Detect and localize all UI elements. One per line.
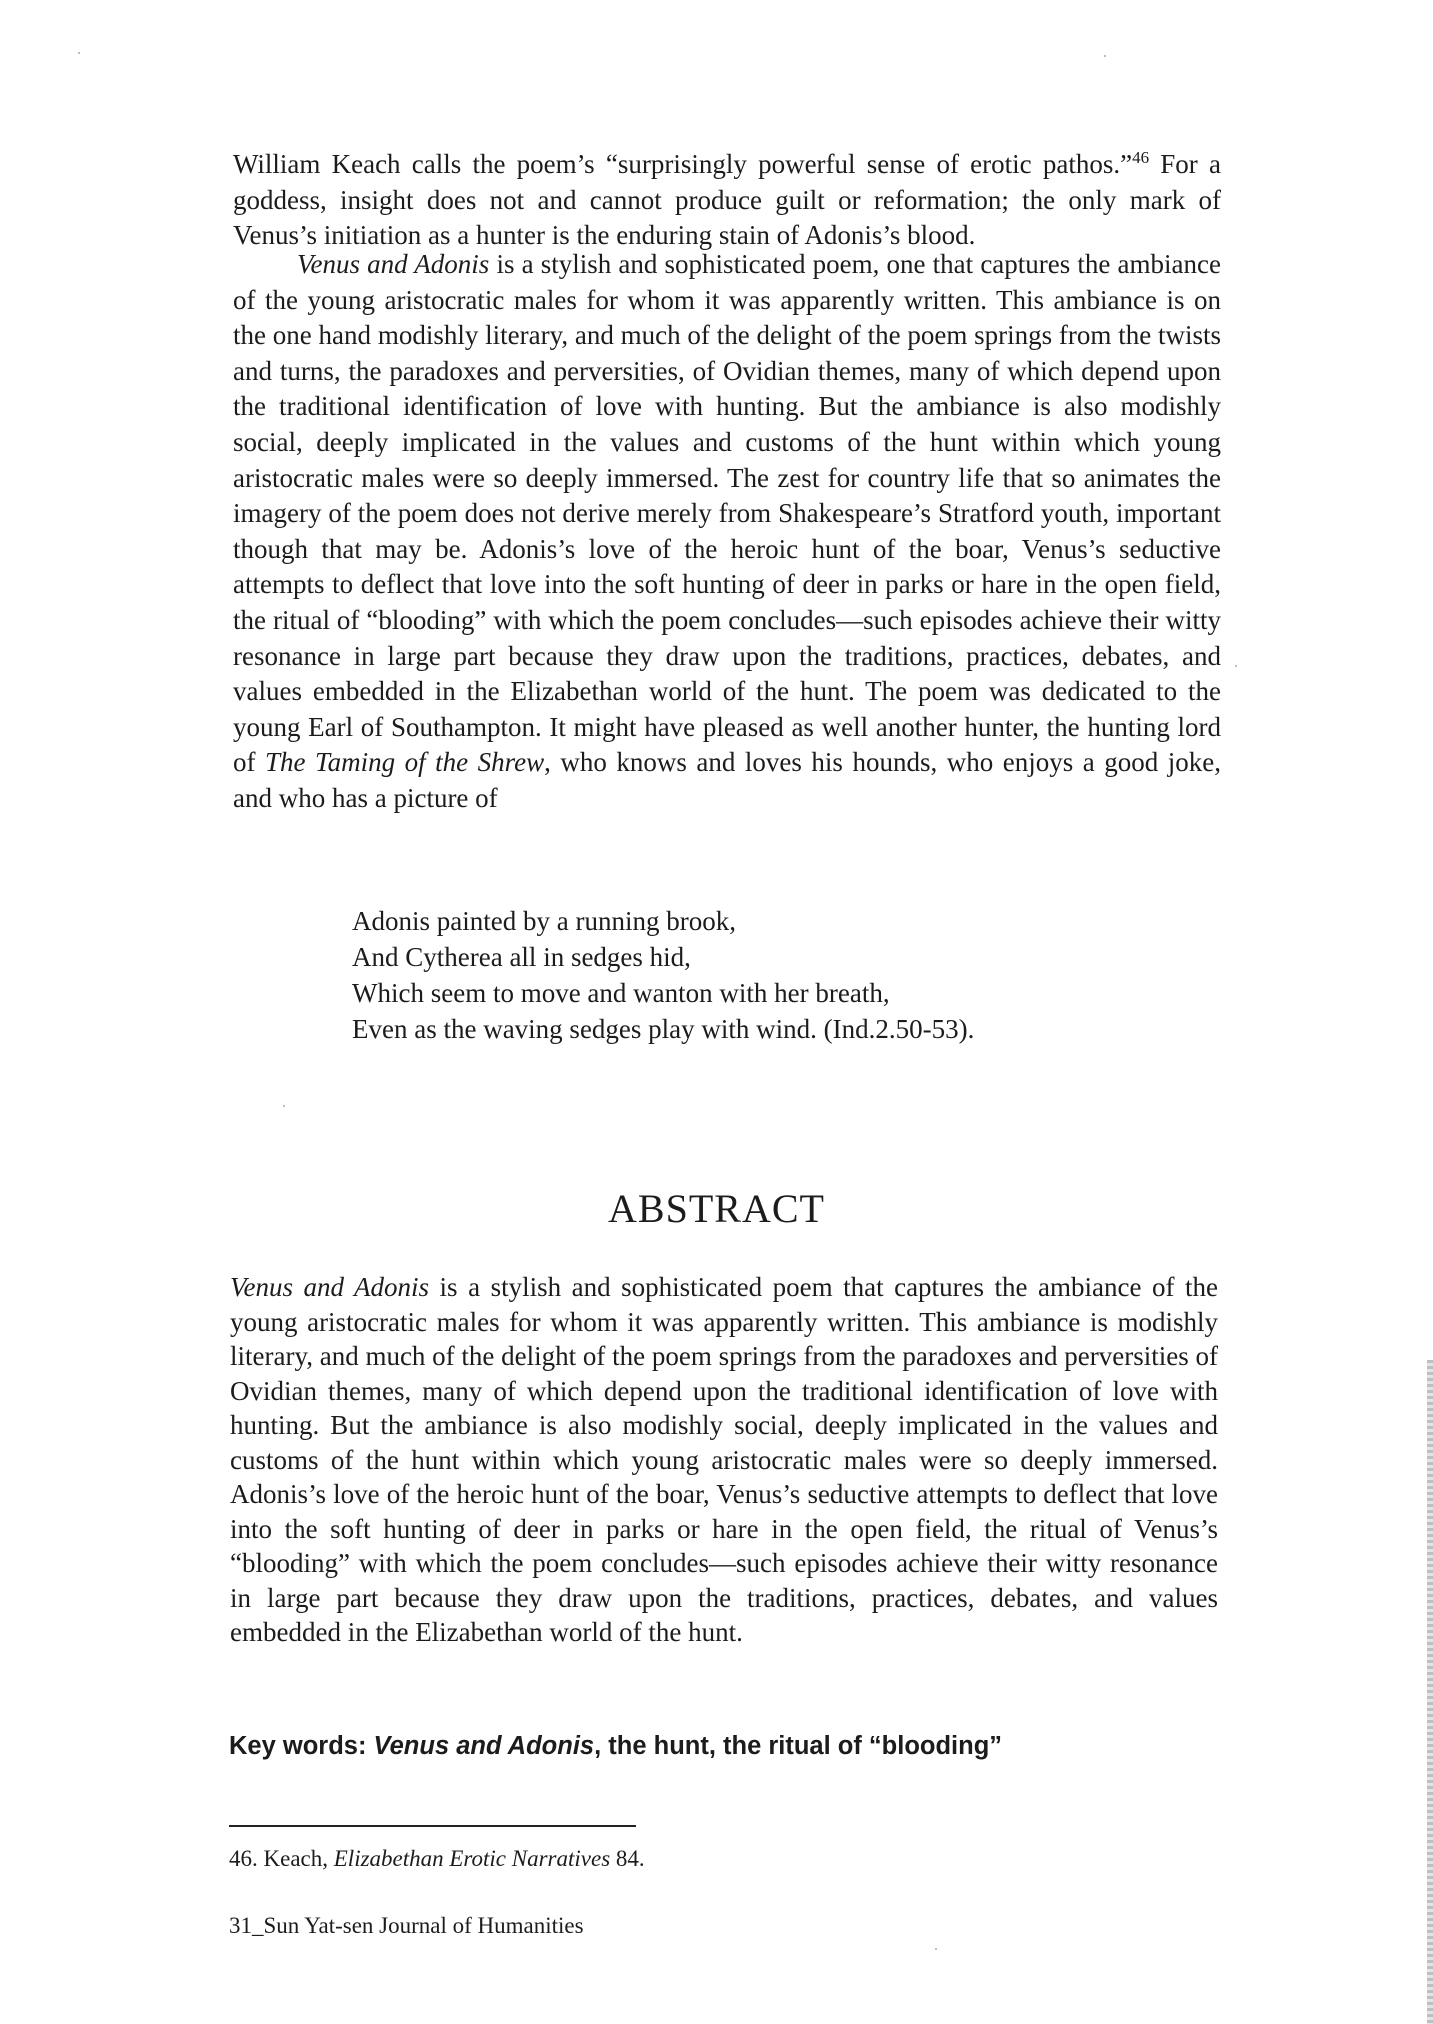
abstract-text: is a stylish and sophisticated poem that captures the ambiance of the young aristocratic males for whom it was apparently written. This ambiance is modishly literary, and much of the delight of the poem springs from the paradoxes and perversities of Ovidian themes, many of which depend upon the traditional identification of love with hunting. But the ambiance is also modishly social, deeply implicated in the values and customs of the hunt within which young aristocratic males were so deeply immersed. Adonis’s love of the heroic hunt of the boar, Venus’s seductive attempts to deflect that love into the soft hunting of deer in parks or hare in the open field, the ritual of Venus’s “blooding” with which the poem concludes—such episodes achieve their witty resonance in large part because they draw upon the traditions, practices, debates, and values embedded in the Elizabethan world of the hunt. xyxy=(230,1272,1218,1647)
poem-title: Venus and Adonis xyxy=(230,1272,430,1302)
footnote-reference: 46 xyxy=(1132,148,1150,167)
paragraph-text: is a stylish and sophisticated poem, one that captures the ambiance of the young aristocratic males for whom it was apparently written. This ambiance is on the one hand modishly literary, and much of the delight of the poem springs from the twists and turns, the paradoxes and perversities, of Ovidian themes, many of which depend upon the traditional identification of love with hunting. But the ambiance is also modishly social, deeply implicated in the values and customs of the hunt within which young aristocratic males were so deeply immersed. The zest for country life that so animates the imagery of the poem does not derive merely from Shakespeare’s Stratford youth, important though that may be. Adonis’s love of the heroic hunt of the boar, Venus’s seductive attempts to deflect that love into the soft hunting of deer in parks or hare in the open field, the ritual of “blooding” with which the poem concludes—such episodes achieve their witty resonance in large part because they draw upon the traditions, practices, debates, and values embedded in the Elizabethan world of the hunt. The poem was dedicated to the young Earl of Southampton. It might have pleased as well another hunter, the hunting lord of xyxy=(233,249,1221,778)
footnote xyxy=(229,1846,645,1872)
keywords-line xyxy=(229,1732,1002,1761)
quote-line: Even as the waving sedges play with wind. (Ind.2.50-53). xyxy=(352,1014,975,1044)
poem-title: Venus and Adonis xyxy=(297,249,490,279)
footnote-page: 84. xyxy=(610,1846,645,1871)
abstract-heading: ABSTRACT xyxy=(608,1186,825,1231)
paragraph-text: , who knows and loves his hounds, who enjoys a good joke, and who has a picture of xyxy=(233,747,1221,813)
keywords-label: Key words: xyxy=(229,1732,374,1760)
footnote-source: Elizabethan Erotic Narratives xyxy=(333,1846,611,1871)
paragraph-text: William Keach calls the poem’s “surprisingly powerful sense of erotic pathos.” xyxy=(233,149,1133,179)
body-paragraph-1 xyxy=(233,140,1221,254)
scan-speck xyxy=(283,1105,285,1107)
scan-speck xyxy=(1235,665,1237,667)
quote-line: And Cytherea all in sedges hid, xyxy=(352,942,691,972)
quote-line: Adonis painted by a running brook, xyxy=(352,906,736,936)
footnote-number: 46. Keach, xyxy=(229,1846,334,1871)
scan-speck xyxy=(1104,55,1106,57)
play-title: The Taming of the Shrew xyxy=(265,747,545,778)
abstract-body xyxy=(230,1270,1218,1650)
body-paragraph-2 xyxy=(233,247,1221,817)
footnote-divider xyxy=(229,1825,636,1827)
quote-line: Which seem to move and wanton with her breath, xyxy=(352,978,890,1008)
scan-edge-artifact xyxy=(1427,1360,1433,2024)
paragraph-text: For a goddess, insight does not and cannot produce guilt or reformation; the only mark of Venus’s initiation as a hunter is the enduring stain of Adonis’s blood. xyxy=(233,149,1221,251)
keyword-title: Venus and Adonis xyxy=(373,1732,595,1760)
scan-speck xyxy=(935,1948,937,1950)
keywords-rest: , the hunt, the ritual of “blooding” xyxy=(594,1732,1003,1760)
block-quote xyxy=(352,903,974,1047)
page-footer: 31_Sun Yat-sen Journal of Humanities xyxy=(229,1913,584,1938)
scan-speck xyxy=(78,52,80,54)
